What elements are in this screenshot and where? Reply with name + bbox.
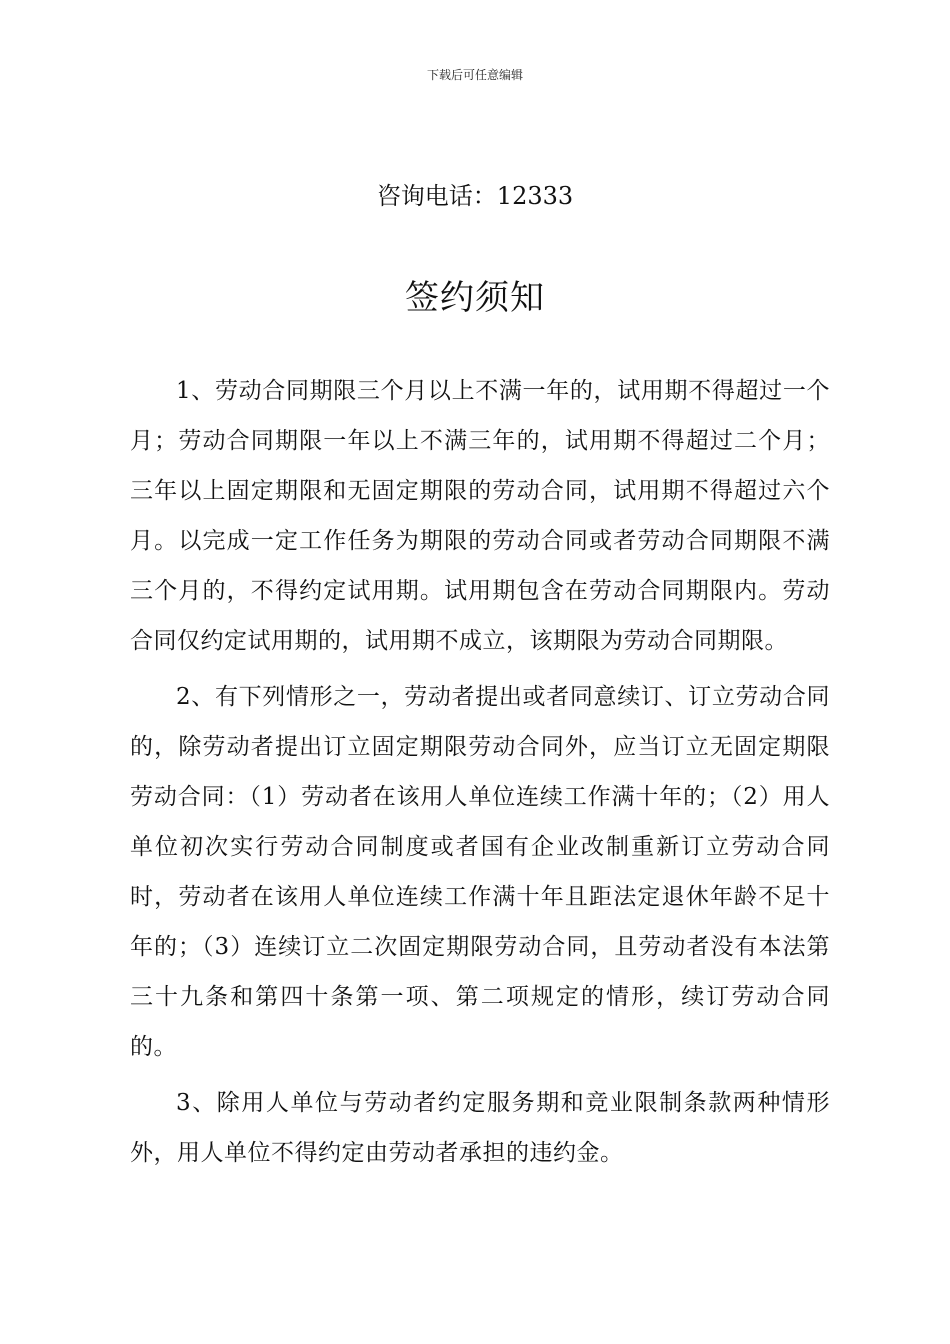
consultation-hotline: 咨询电话：12333 bbox=[376, 182, 574, 210]
header-note: 下载后可任意编辑 bbox=[426, 68, 523, 82]
document-body bbox=[130, 366, 830, 1184]
paragraph-1: 1、劳动合同期限三个月以上不满一年的，试用期不得超过一个月；劳动合同期限一年以上不满三年的，试用期不得超过二个月；三年以上固定期限和无固定期限的劳动合同，试用期不得超过六个月。以完成一定工作任务为期限的劳动合同或者劳动合同期限不满三个月的，不得约定试用期。试用期包含在劳动合同期限内。劳动合同仅约定试用期的，试用期不成立，该期限为劳动合同期限。 bbox=[130, 378, 830, 654]
paragraph-2: 2、有下列情形之一，劳动者提出或者同意续订、订立劳动合同的，除劳动者提出订立固定期限劳动合同外，应当订立无固定期限劳动合同：（1）劳动者在该用人单位连续工作满十年的；（2）用人单位初次实行劳动合同制度或者国有企业改制重新订立劳动合同时，劳动者在该用人单位连续工作满十年且距法定退休年龄不足十年的；（3）连续订立二次固定期限劳动合同，且劳动者没有本法第三十九条和第四十条第一项、第二项规定的情形，续订劳动合同的。 bbox=[130, 684, 830, 1060]
page-title: 签约须知 bbox=[405, 278, 545, 318]
paragraph-3: 3、除用人单位与劳动者约定服务期和竞业限制条款两种情形外，用人单位不得约定由劳动者承担的违约金。 bbox=[130, 1090, 830, 1166]
